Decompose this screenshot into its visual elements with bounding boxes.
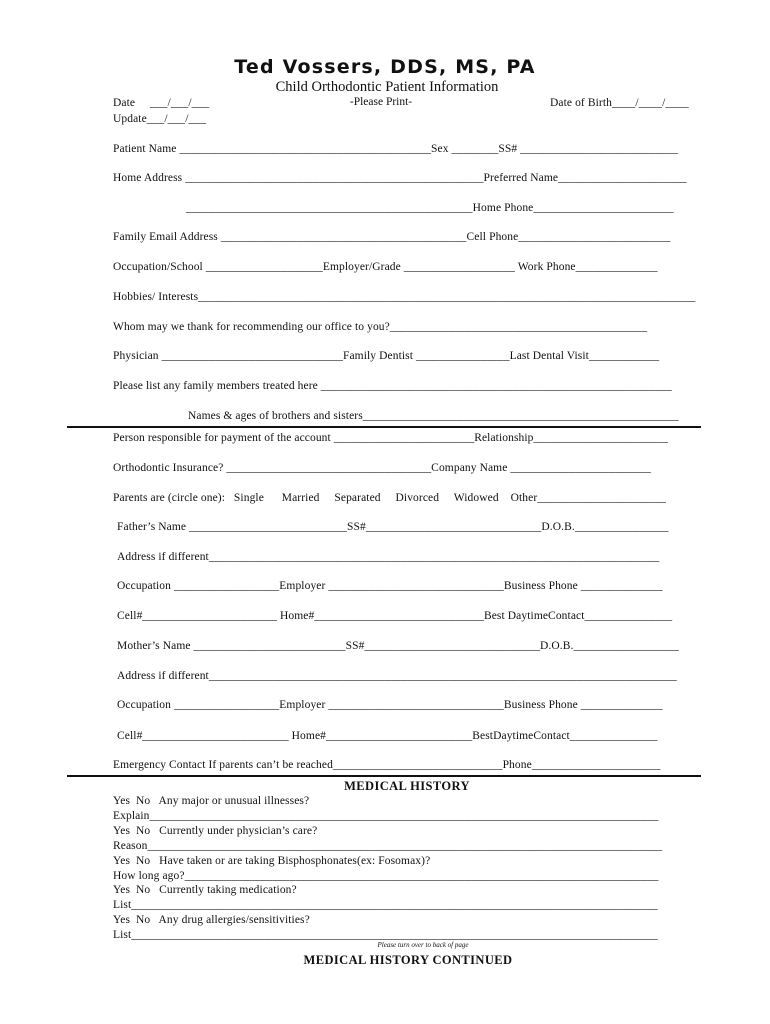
father-occupation-field[interactable]: Occupation __________________Employer ______________________________Business Phone ______________: [117, 580, 663, 592]
medication-list-field[interactable]: List__________________________________________________________________________________________: [113, 899, 658, 911]
parents-status-field[interactable]: Parents are (circle one): Single Married Separated Divorced Widowed Other______________________: [113, 492, 666, 504]
emergency-contact-field[interactable]: Emergency Contact If parents can’t be reached_____________________________Phone______________________: [113, 759, 661, 771]
print-note: -Please Print-: [349, 96, 413, 108]
referral-field[interactable]: Whom may we thank for recommending our office to you?____________________________________________: [113, 321, 648, 333]
patient-name-field[interactable]: Patient Name ___________________________________________Sex ________SS# ___________________________: [113, 143, 679, 155]
medical-history-heading: MEDICAL HISTORY: [344, 779, 470, 793]
medication-question[interactable]: Yes No Currently taking medication?: [113, 884, 297, 896]
update-field[interactable]: Update___/___/___: [113, 113, 207, 125]
hobbies-field[interactable]: Hobbies/ Interests_____________________________________________________________________________________: [113, 291, 696, 303]
bisphosphonates-question[interactable]: Yes No Have taken or are taking Bisphosphonates(ex: Fosomax)?: [113, 855, 431, 867]
section-divider: [67, 426, 701, 428]
turn-over-note: Please turn over to back of page: [377, 941, 469, 949]
occupation-school-field[interactable]: Occupation/School ____________________Employer/Grade ___________________ Work Phone______________: [113, 261, 658, 273]
father-cell-field[interactable]: Cell#_______________________ Home#_____________________________Best DaytimeContact_______________: [117, 610, 673, 622]
responsible-person-field[interactable]: Person responsible for payment of the account ________________________Relationship_______________________: [113, 432, 669, 444]
form-title: Child Orthodontic Patient Information: [275, 79, 499, 95]
insurance-field[interactable]: Orthodontic Insurance? ___________________________________Company Name ________________________: [113, 462, 651, 474]
medical-history-continued-heading: MEDICAL HISTORY CONTINUED: [303, 953, 513, 967]
bisphosphonates-duration-field[interactable]: How long ago?_________________________________________________________________________________: [113, 870, 659, 882]
mother-cell-field[interactable]: Cell#_________________________ Home#_________________________BestDaytimeContact_______________: [117, 730, 658, 742]
allergies-question[interactable]: Yes No Any drug allergies/sensitivities?: [113, 914, 310, 926]
home-address-field[interactable]: Home Address ___________________________________________________Preferred Name______________________: [113, 172, 687, 184]
physician-field[interactable]: Physician _______________________________Family Dentist ________________Last Dental Visit____________: [113, 350, 660, 362]
siblings-field[interactable]: Names & ages of brothers and sisters______________________________________________________: [188, 410, 679, 422]
date-of-birth-field[interactable]: Date of Birth____/____/____: [550, 97, 689, 109]
section-divider: [67, 775, 701, 777]
illness-explain-field[interactable]: Explain_______________________________________________________________________________________: [113, 810, 659, 822]
physician-care-reason-field[interactable]: Reason________________________________________________________________________________________: [113, 840, 663, 852]
illness-question[interactable]: Yes No Any major or unusual illnesses?: [113, 795, 310, 807]
father-address-field[interactable]: Address if different_____________________________________________________________________________: [117, 551, 660, 563]
practice-name: Ted Vossers, DDS, MS, PA: [234, 56, 536, 78]
physician-care-question[interactable]: Yes No Currently under physician’s care?: [113, 825, 318, 837]
home-phone-field[interactable]: _________________________________________________Home Phone________________________: [186, 202, 674, 214]
allergies-list-field[interactable]: List__________________________________________________________________________________________: [113, 929, 658, 941]
family-email-field[interactable]: Family Email Address __________________________________________Cell Phone__________________________: [113, 231, 671, 243]
date-field[interactable]: Date ___/___/___: [113, 97, 210, 109]
father-name-field[interactable]: Father’s Name ___________________________SS#______________________________D.O.B.________________: [117, 521, 669, 533]
family-members-field[interactable]: Please list any family members treated here ____________________________________________________________: [113, 380, 672, 392]
mother-address-field[interactable]: Address if different________________________________________________________________________________: [117, 670, 677, 682]
mother-name-field[interactable]: Mother’s Name __________________________SS#______________________________D.O.B.__________________: [117, 640, 679, 652]
mother-occupation-field[interactable]: Occupation __________________Employer ______________________________Business Phone ______________: [117, 699, 663, 711]
